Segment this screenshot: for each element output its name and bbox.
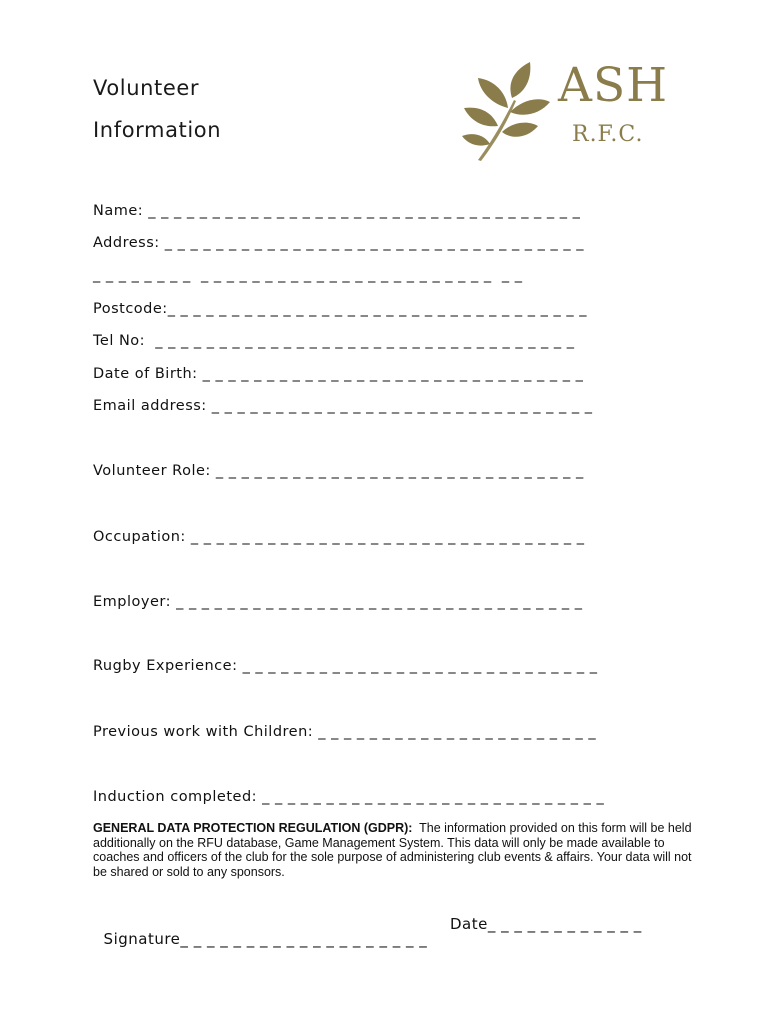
field-label: Postcode: [93,301,168,317]
form-field-previous-work-with-children[interactable] [93,725,596,740]
field-blank-line[interactable]: _ _ _ _ _ _ _ _ _ _ _ _ _ _ _ _ _ _ _ _ _ _ _ _ _ _ _ [257,789,605,805]
field-label: Volunteer Role: [93,463,211,479]
leaf-branch-icon [452,58,562,168]
logo-ash-text: ASH [558,58,669,113]
field-label: Occupation: [93,529,186,545]
field-blank-line[interactable]: _ _ _ _ _ _ _ _ _ _ _ _ _ _ _ _ _ _ _ _ _ _ _ _ _ _ _ _ _ _ _ _ [170,594,583,610]
date-blank-line[interactable]: _ _ _ _ _ _ _ _ _ _ _ _ [487,915,642,933]
page-title-line-1: Volunteer [93,76,200,100]
field-blank-line[interactable]: _ _ _ _ _ _ _ _ _ _ _ _ _ _ _ _ _ _ _ _ _ _ _ _ _ _ _ _ _ _ _ _ _ [159,235,584,251]
field-blank-line[interactable]: _ _ _ _ _ _ _ _ _ _ _ _ _ _ _ _ _ _ _ _ _ _ [313,724,597,740]
field-label: Rugby Experience: [93,658,238,674]
form-field-induction-completed[interactable] [93,790,604,805]
logo-rfc-text: R.F.C. [572,122,644,147]
club-logo [452,58,672,168]
form-field-date-of-birth[interactable] [93,367,583,382]
field-label: Address: [93,235,160,251]
page-title-line-2: Information [93,118,222,142]
field-blank-line[interactable]: _ _ _ _ _ _ _ _ _ _ _ _ _ _ _ _ _ _ _ _ _ _ _ _ _ _ _ _ _ _ _ _ _ [93,267,523,283]
form-field-occupation[interactable] [93,530,584,545]
field-blank-line[interactable]: _ _ _ _ _ _ _ _ _ _ _ _ _ _ _ _ _ _ _ _ _ _ _ _ _ _ _ _ _ _ _ _ _ _ [143,203,581,219]
signature-field[interactable] [104,930,428,948]
field-label: Employer: [93,594,171,610]
field-blank-line[interactable]: _ _ _ _ _ _ _ _ _ _ _ _ _ _ _ _ _ _ _ _ _ _ _ _ _ _ _ _ _ [210,463,584,479]
field-label: Email address: [93,398,207,414]
gdpr-body: The information provided on this form will be held additionally on the RFU database, Game Management System. This data will only be made available to coaches and officers of the club for the sole purpose of administering club events & affairs. Your data will not be shared or sold to any sponsors. [93,821,692,879]
form-field-rugby-experience[interactable] [93,659,598,674]
date-label: Date [450,915,488,933]
field-label: Date of Birth: [93,366,198,382]
form-field-email-address[interactable] [93,399,592,414]
field-label: Tel No: [93,333,146,349]
field-blank-line[interactable]: _ _ _ _ _ _ _ _ _ _ _ _ _ _ _ _ _ _ _ _ _ _ _ _ _ _ _ _ [237,658,598,674]
form-field-name[interactable] [93,204,580,219]
form-field-address[interactable] [93,236,584,251]
form-field-address-line-2[interactable] [93,268,522,283]
signature-label: Signature [103,930,181,948]
field-label: Induction completed: [93,789,258,805]
form-field-volunteer-role[interactable] [93,464,584,479]
form-field-employer[interactable] [93,595,582,610]
field-blank-line[interactable]: _ _ _ _ _ _ _ _ _ _ _ _ _ _ _ _ _ _ _ _ _ _ _ _ _ _ _ _ _ _ [206,398,593,414]
form-field-postcode[interactable] [93,302,587,317]
field-blank-line[interactable]: _ _ _ _ _ _ _ _ _ _ _ _ _ _ _ _ _ _ _ _ _ _ _ _ _ _ _ _ _ _ [197,366,584,382]
field-label: Previous work with Children: [93,724,314,740]
signature-row [93,915,642,962]
field-blank-line[interactable]: _ _ _ _ _ _ _ _ _ _ _ _ _ _ _ _ _ _ _ _ _ _ _ _ _ _ _ _ _ _ _ _ _ [145,333,575,349]
field-blank-line[interactable]: _ _ _ _ _ _ _ _ _ _ _ _ _ _ _ _ _ _ _ _ _ _ _ _ _ _ _ _ _ _ _ _ _ [167,301,587,317]
signature-blank-line[interactable]: _ _ _ _ _ _ _ _ _ _ _ _ _ _ _ _ _ _ _ [180,930,428,948]
gdpr-heading: GENERAL DATA PROTECTION REGULATION (GDPR): [93,821,413,835]
form-field-tel-no[interactable] [93,334,575,349]
date-field[interactable] [450,917,642,932]
field-blank-line[interactable]: _ _ _ _ _ _ _ _ _ _ _ _ _ _ _ _ _ _ _ _ _ _ _ _ _ _ _ _ _ _ _ [185,529,585,545]
field-label: Name: [93,203,144,219]
gdpr-notice [93,821,693,879]
